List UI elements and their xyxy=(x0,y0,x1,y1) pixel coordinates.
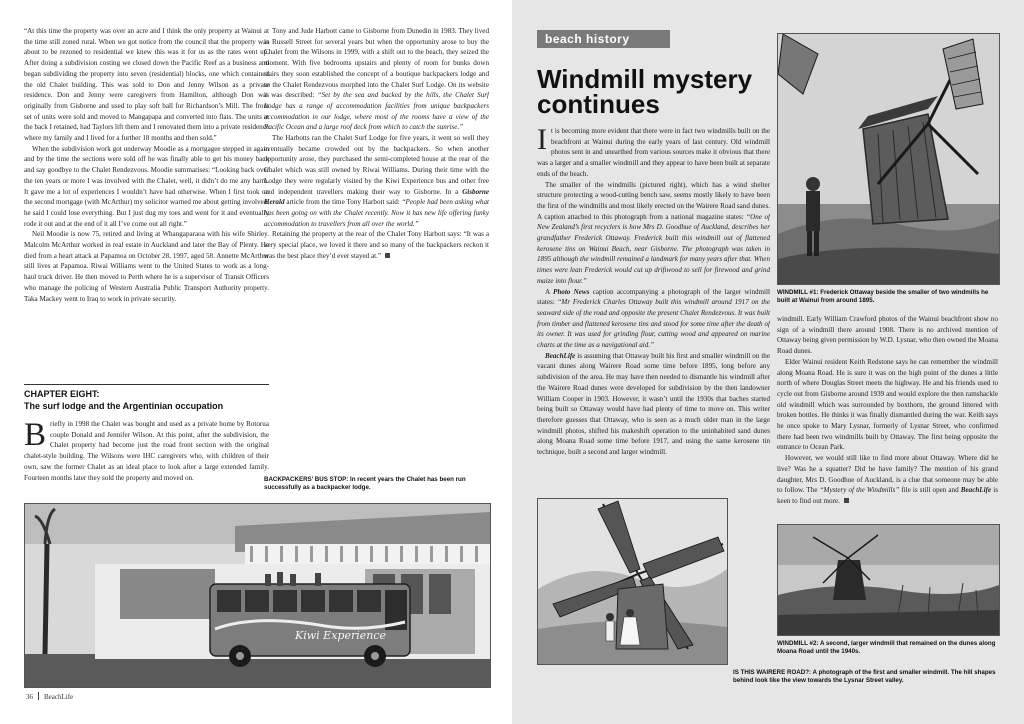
paragraph: When the subdivision work got underway Moodie as a mortgagee stepped in again and by the time the sections were sold off he was finally able to get his money back and say goodbye to the Chalet Rendezvous. Moodie summarises: “Looking back over the ten years or more I was involved with the Chalet, well, it didn’t do me any harm. It gave me a lot of experiences I wouldn’t have had otherwise. When I first took on the second mortgage (with McArthur) my solicitor warned me about getting involved, he said I could lose everything. But I just dug my toes and went for it and eventually rode it out and at the end of it all I’ve come out all right.” xyxy=(24,144,269,228)
footer-divider xyxy=(38,692,39,700)
bus-photo-illustration xyxy=(25,504,490,687)
left-column-1 xyxy=(24,26,269,410)
left-column-2 xyxy=(264,26,489,276)
windmill-1-photo xyxy=(777,33,1000,285)
wairere-road-photo xyxy=(537,498,728,665)
paragraph: Retaining the property at the rear of the Chalet Tony Harbott says: “It was a very special place, we loved it there and so many of the backpackers reckon it was the best place they’d ever stayed at.” xyxy=(264,230,489,260)
page-number: 36 xyxy=(26,693,33,701)
bus-sign-text: Kiwi Experience xyxy=(295,629,386,642)
wairere-road-caption: IS THIS WAIRERE ROAD?: A photograph of the first and smaller windmill. The hill shapes behind look like the view towards the Lysnar Street valley. xyxy=(733,669,996,685)
article-title: Windmill mystery continues xyxy=(537,64,753,119)
windmill-2-illustration xyxy=(778,525,999,635)
paragraph: windmill. Early William Crawford photos of the Wainui beachfront show no sign of a windmill there around 1908. There is no archived mention of Ottaway being given permission by W.D. Lysnar, who then owned the Moana Road dunes. xyxy=(777,315,998,356)
bus-photo-caption: BACKPACKERS’ BUS STOP: In recent years the Chalet has been run successfully as a backpacker lodge. xyxy=(264,476,466,492)
paragraph: Elder Wainui resident Keith Redstone says he can remember the windmill along Moana Road. He is sure it was on the high point of the dunes a little north of where Douglas Street meets the highway. He and his friends used to cycle out from Gisborne around 1939 and would explore the then ramshackle old windmill which was surrounded by boxthorn, the ground littered with broken bottles. He thinks it was finally dismantled during the war. Keith says he once spoke to Mary Lysnar, formerly of Lysnar Street, who confirmed there had been two windmills built by Ottaway. The first being opposite the entrance to Ocean Park. xyxy=(777,357,998,452)
paragraph: “At this time the property was over an acre and I think the only property at Wainui at the time still zoned rural. When we got notice from the council that the property was about to be rezoned to residential we knew this was it for us as the rates went up. After doing a subdivision costing we closed down the Pacific Reef as a business and began subdividing the property into seven (residential) blocks, one which contained the old Chalet building. This was sold to Don and Jenny Wilson as a private residence. Don and Jenny were caregivers from Hamilton, although Don was originally from Gisborne and used to play soft ball for Richardson’s Mill. The front set of units were sold and moved to Mangapapa and converted into flats. The units at the back I retained, had Taylors lift them and I renovated them into a private residence where my family and I lived for a further 18 months and then sold.” xyxy=(24,27,269,143)
paragraph: Tony and Jude Harbott came to Gisborne from Dunedin in 1983. They lived in Russell Street for several years but when the opportunity arose to buy the Chalet from the Wilsons in 1999, with a shift out to the beach, they seized the moment. With five bedrooms upstairs and plenty of room for bunks down stairs they soon established the concept of a boutique backpackers lodge and so the Chalet Rendezvous morphed into the Chalet Surf Lodge. On its website it was described: “Set by the sea and backed by the hills, the Chalet Surf Lodge has a range of accommodation facilities from unique backpackers accommodation in our lodge, where most of the rooms have a view of the Pacific Ocean and a large roof deck from which to catch the sunrise.” xyxy=(264,27,489,132)
paragraph: It is becoming more evident that there were in fact two windmills built on the beachfront at Wainui during the early years of last century. Old windmill photos sent in and unearthed from various sources make it obvious that there was a larger and a smaller windmill and they appear to have been built at separate ends of the beach. xyxy=(537,126,770,178)
windmill-1-illustration xyxy=(778,34,999,284)
paragraph: BeachLife is assuming that Ottaway built his first and smaller windmill on the vacant dunes along Wairere Road some time before 1895, long before any subdivision of the area. He may have then needed to dismantle his windmill after the Wairere Road dunes were developed for subdivision by the then landowner William Cooper in 1903. However, it wasn’t until the 1930s that baches started being built so Ottaway would have had plenty of time to move on. This writer therefore guesses that Ottaway, who is seen as a much older man in the large windmill photos, shifted his makeshift operation to the uninhabited sand dunes along Moana Road some time before 1917, and using the same kerosene tin technique, built a second and larger windmill. xyxy=(537,351,770,457)
paragraph: However, we would still like to find more about Ottaway. Where did he live? Was he a squatter? Did he have family? The mention of his grand daughter, Mrs D. Goodhue of Auckland, is a clue that someone may be able to follow. The “Mystery of the Windmills” file is still open and BeachLife is keen to find out more. xyxy=(777,454,998,505)
windmill-2-photo xyxy=(777,524,1000,636)
paragraph: Neil Moodie is now 75, retired and living at Whangaparaoa with his wife Shirley. Malcolm McArthur worked in real estate in Auckland and later the Bay of Plenty. He died from a heart attack at Papamoa on October 28, 1997, aged 58. Annette McArthur still lives at Papamoa. Riwai Williams went to the United States to work as a long-haul truck driver. He then moved to Perth where he is a supervisor of Transit Officers who manage the policing of Western Australia Public Transport Authority property. Taka Mackey went to Iraq to work in private security. xyxy=(24,230,269,303)
end-mark xyxy=(385,253,390,258)
publication-name: BeachLife xyxy=(44,693,74,701)
bus-photo xyxy=(24,503,491,688)
chapter-heading: CHAPTER EIGHT: xyxy=(24,389,100,399)
chapter-paragraph: Briefly in 1998 the Chalet was bought and used as a private home by Rotorua couple Donald and Jennifer Wilson. At this point, after the subdivision, the Chalet property had become just the road front section with the original chalet-style building. The Wilsons were IHC caregivers who, with children of their own, saw the former Chalet as an ideal place to look after a large extended family. Fourteen months later they sold the property and moved on. xyxy=(24,417,269,482)
right-column-2 xyxy=(777,314,998,514)
paragraph: The Harbotts ran the Chalet Surf Lodge for five years, it went so well they eventually became crowded out by the backpackers. So when another opportunity arose, they purchased the semi-completed house at the rear of the Chalet which was still owned by Riwai Williams. During their time with the Lodge they were regularly visited by the Kiwi Experience bus and other free and independent travellers making their way to Gisborne. In a Gisborne Herald article from the time Tony Harbott said: “People had been asking what has been going on with the Chalet recently. Now it has new life offering funky accommodation to travellers from all over the world.” xyxy=(264,134,489,228)
chapter-subheading: The surf lodge and the Argentinian occupation xyxy=(24,401,224,411)
right-column-1 xyxy=(537,126,770,496)
drop-cap: I xyxy=(537,126,547,156)
chapter-eight-section xyxy=(24,380,269,500)
page-footer xyxy=(26,692,73,701)
wairere-road-illustration xyxy=(538,499,727,664)
section-tag: beach history xyxy=(537,30,670,48)
windmill-1-caption: WINDMILL #1: Frederick Ottaway beside the smaller of two windmills he built at Wainui from around 1895. xyxy=(777,289,989,305)
windmill-2-caption: WINDMILL #2: A second, larger windmill that remained on the dunes along Moana Road until the 1940s. xyxy=(777,640,996,656)
paragraph: The smaller of the windmills (pictured right), which has a wind shelter structure protecting a wood-cutting bench saw, seems mostly likely to have been the first of the windmills and most likely erected on the Wairere Road sand dunes. A caption attached to this photograph from a national magazine states: “One of New Zealand’s first recyclers is how Mrs D. Goodhue of Auckland, describes her grandfather Frederick Ottaway. Frederick built this windmill out of flattened kerosene tins on Wainui Beach, near Gisborne. The photograph was taken in 1895 although the windmill remained a landmark for many years after that. When times were lean Frederick would cut up driftwood to sell for firewood and grind maize into flour.” xyxy=(537,180,770,285)
chapter-rule xyxy=(24,384,269,385)
drop-cap: B xyxy=(24,417,47,453)
end-mark xyxy=(844,498,849,503)
paragraph: A Photo News caption accompanying a photograph of the larger windmill states: “Mr Frederick Charles Ottaway built this windmill around 1917 on the seaward side of the road and opposite the present Chalet Rendezvous. It was built from timber and flattened kerosene tins and stood for some time after the death of its owner. It was used for grinding flour, cutting wood and appeared on marine charts at the time as a navigational aid.” xyxy=(537,287,770,350)
